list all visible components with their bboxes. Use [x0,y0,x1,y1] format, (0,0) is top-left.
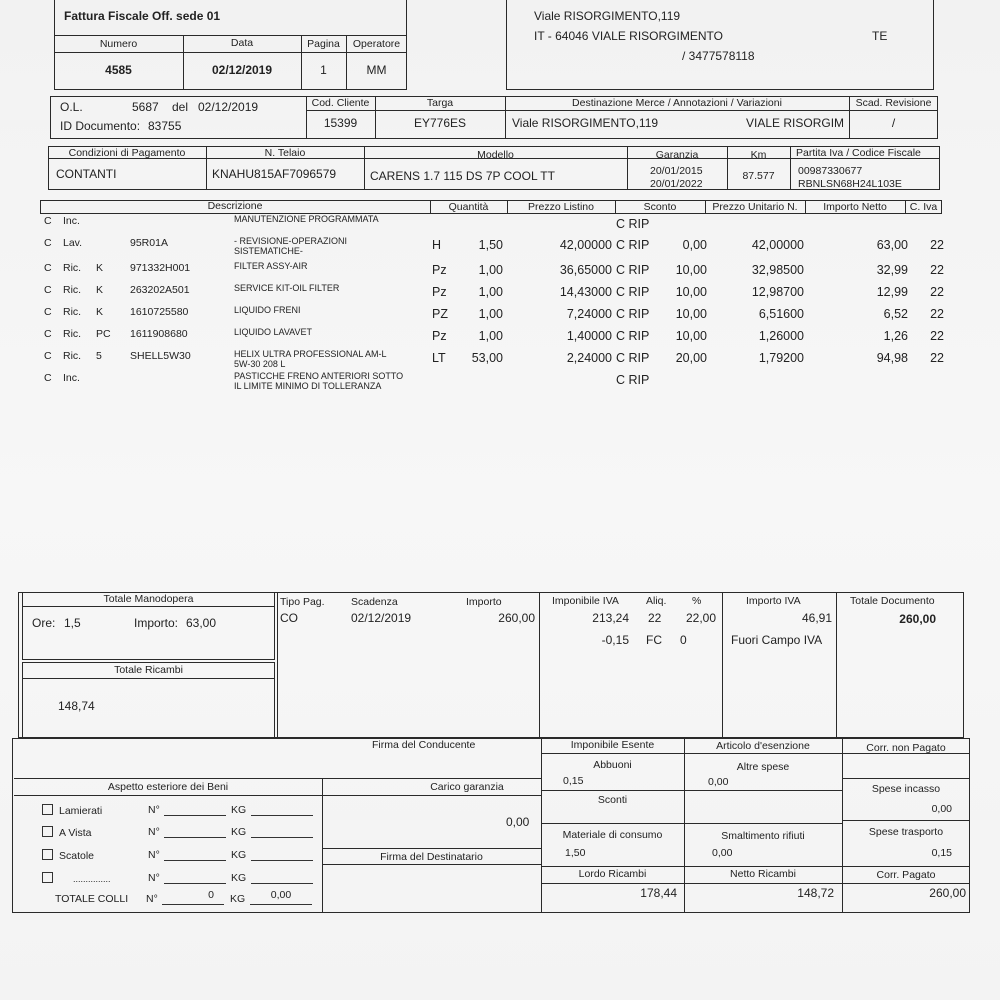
importo-pag-label: Importo [466,596,502,608]
customer-province: TE [872,29,888,43]
line-sconto: 10,00 [675,263,707,277]
line-unit: 1,26000 [758,329,804,343]
piva: 00987330677 [798,165,863,177]
line-crip: C RIP [616,329,650,343]
line-iva: 22 [930,351,944,365]
id-documento: 83755 [148,119,182,133]
line-cod: 971332H001 [130,262,191,274]
line-c: C [44,306,52,318]
imponibile-2: -0,15 [601,633,629,647]
aliquota-2: FC [646,633,662,647]
line-importo: 1,26 [883,329,908,343]
line-iva: 22 [930,238,944,252]
customer-phone: / 3477578118 [682,49,755,63]
importo-iva-label: Importo IVA [746,595,801,607]
line-crip: C RIP [616,217,650,231]
carico-garanzia: 0,00 [506,815,530,829]
line-listino: 1,40000 [566,329,612,343]
spese-incasso: 0,00 [931,803,952,815]
line-k: K [96,262,104,274]
n-label: N° [146,893,158,905]
line-c: C [44,328,52,340]
line-qta: 1,50 [478,238,503,252]
line-crip: C RIP [616,263,650,277]
telaio-label: N. Telaio [264,147,306,159]
line-importo: 32,99 [876,263,908,277]
ol-del-label: del [172,100,189,114]
abbuoni: 0,15 [563,775,584,787]
importo-manodopera: 63,00 [186,616,217,630]
corr-pagato: 260,00 [929,886,966,900]
percent-1: 22,00 [685,611,716,625]
importo-iva: 46,91 [801,611,832,625]
line-unit: 6,51600 [758,307,804,321]
kg-label: KG [231,804,247,816]
line-description: FILTER ASSY-AIR [234,261,308,271]
destinazione-street: Viale RISORGIMENTO,119 [512,116,659,130]
totale-colli-label: TOTALE COLLI [55,893,129,905]
ol-number: 5687 [132,100,159,114]
line-iva: 22 [930,285,944,299]
line-tipo: Ric. [63,328,82,340]
line-k: PC [96,328,111,340]
invoice-number: 4585 [105,63,132,77]
line-tipo: Inc. [63,215,80,227]
importo-pag: 260,00 [498,611,535,625]
line-crip: C RIP [616,373,650,387]
a-vista-checkbox[interactable] [42,826,92,839]
line-tipo: Inc. [63,372,80,384]
line-listino: 36,65000 [559,263,612,277]
targa: EY776ES [413,116,467,130]
line-sconto: 10,00 [675,329,707,343]
id-documento-label: ID Documento: [60,119,141,133]
checkbox-icon [42,872,53,883]
n-label: N° [148,826,160,838]
line-cod: 95R01A [130,237,168,249]
line-sconto: 10,00 [675,307,707,321]
line-qta: 1,00 [478,307,503,321]
modello: CARENS 1.7 115 DS 7P COOL TT [370,169,555,183]
col-operatore-label: Operatore [352,38,401,50]
line-tipo: Ric. [63,350,82,362]
col-descrizione: Descrizione [207,200,263,212]
netto-ricambi-label: Netto Ricambi [730,868,796,880]
line-unit: 12,98700 [751,285,804,299]
a-vista-label: A Vista [59,827,92,839]
articolo-esenzione-label: Articolo d'esenzione [716,740,810,752]
line-description: HELIX ULTRA PROFESSIONAL AM-L [234,349,387,359]
ore: 1,5 [64,616,81,630]
tipo-pag: CO [280,611,298,625]
line-c: C [44,237,52,249]
garanzia-end: 20/01/2022 [650,178,703,190]
line-crip: C RIP [616,307,650,321]
col-sconto: Sconto [643,201,677,213]
line-c: C [44,372,52,384]
scatole-label: Scatole [59,850,95,862]
totale-ricambi: 148,74 [58,699,95,713]
manodopera-label: Totale Manodopera [103,593,194,605]
line-description-cont: 5W-30 208 L [234,359,286,369]
line-importo: 63,00 [876,238,908,252]
spese-trasporto: 0,15 [931,847,952,859]
checkbox-icon [42,804,53,815]
destinazione-label: Destinazione Merce / Annotazioni / Variazioni [572,97,782,109]
smaltimento-rifiuti: 0,00 [712,847,733,859]
corr-non-pagato-label: Corr. non Pagato [866,742,946,754]
lamierati-checkbox[interactable] [42,804,102,817]
line-description: MANUTENZIONE PROGRAMMATA [234,214,379,224]
destinazione-city: VIALE RISORGIM [746,116,845,130]
other-dots: ............... [73,874,111,884]
line-qta: 53,00 [471,351,503,365]
lamierati-label: Lamierati [59,805,103,817]
importo-mano-label: Importo: [134,616,179,630]
other-checkbox[interactable] [42,872,111,885]
pagamento: CONTANTI [56,167,117,181]
totale-colli-n: 0 [208,889,214,901]
lordo-ricambi-label: Lordo Ricambi [578,868,647,880]
line-sconto: 10,00 [675,285,707,299]
invoice-date: 02/12/2019 [211,63,273,77]
aspetto-label: Aspetto esteriore dei Beni [107,781,229,793]
n-label: N° [148,849,160,861]
line-description: - REVISIONE-OPERAZIONI [234,236,348,246]
line-um: PZ [432,307,448,321]
line-importo: 94,98 [876,351,908,365]
line-crip: C RIP [616,238,650,252]
line-unit: 1,79200 [758,351,804,365]
fuori-campo-iva: Fuori Campo IVA [731,633,823,647]
line-sconto: 0,00 [682,238,707,252]
customer-street: Viale RISORGIMENTO,119 [534,9,681,23]
ricambi-label: Totale Ricambi [114,664,183,676]
scad-revisione-label: Scad. Revisione [855,97,932,109]
imponibile-1: 213,24 [592,611,629,625]
imponibile-iva-label: Imponibile IVA [552,595,619,607]
line-description-cont: SISTEMATICHE- [234,246,303,256]
line-cod: 1610725580 [130,306,189,318]
totale-documento-label: Totale Documento [850,595,935,607]
percent-label: % [692,595,702,607]
line-cod: 263202A501 [130,284,190,296]
line-listino: 2,24000 [566,351,612,365]
col-importo-netto: Importo Netto [823,201,887,213]
piva-label: Partita Iva / Codice Fiscale [796,147,921,159]
line-iva: 22 [930,329,944,343]
altre-spese: 0,00 [708,776,729,788]
ol-date: 02/12/2019 [198,100,259,114]
line-importo: 12,99 [876,285,908,299]
ol-label: O.L. [60,100,83,114]
line-description: LIQUIDO LAVAVET [234,327,313,337]
garanzia-start: 20/01/2015 [650,165,703,177]
imponibile-esente-label: Imponibile Esente [570,739,655,751]
km-label: Km [750,149,767,161]
invoice-operator: MM [366,63,387,77]
line-qta: 1,00 [478,263,503,277]
scadenza-label: Scadenza [351,596,398,608]
line-listino: 14,43000 [559,285,612,299]
corr-pagato-label: Corr. Pagato [876,869,936,881]
line-iva: 22 [930,307,944,321]
col-numero-label: Numero [99,38,138,50]
line-k: K [96,306,104,318]
telaio: KNAHU815AF7096579 [212,167,337,181]
line-qta: 1,00 [478,285,503,299]
firma-destinatario-label: Firma del Destinatario [380,851,483,863]
smaltimento-rifiuti-label: Smaltimento rifiuti [721,830,805,842]
col-quantita: Quantità [448,201,489,213]
line-qta: 1,00 [478,329,503,343]
scadenza: 02/12/2019 [351,611,412,625]
line-k: K [96,284,104,296]
line-description: SERVICE KIT-OIL FILTER [234,283,340,293]
netto-ricambi: 148,72 [797,886,834,900]
checkbox-icon [42,826,53,837]
line-um: Pz [432,329,447,343]
line-listino: 42,00000 [559,238,612,252]
line-tipo: Ric. [63,284,82,296]
lordo-ricambi: 178,44 [640,886,677,900]
altre-spese-label: Altre spese [736,761,790,773]
line-unit: 42,00000 [751,238,804,252]
spese-trasporto-label: Spese trasporto [868,826,944,838]
tipo-pag-label: Tipo Pag. [280,596,325,608]
line-c: C [44,215,52,227]
line-listino: 7,24000 [566,307,612,321]
materiale-consumo-label: Materiale di consumo [562,829,663,841]
line-tipo: Lav. [63,237,83,249]
n-label: N° [148,872,160,884]
kg-label: KG [231,826,247,838]
cod-cliente-label: Cod. Cliente [311,97,370,109]
aliquota-1: 22 [648,611,662,625]
line-importo: 6,52 [883,307,908,321]
garanzia-label: Garanzia [655,149,699,161]
line-description: PASTICCHE FRENO ANTERIORI SOTTO [234,371,404,381]
pagamento-label: Condizioni di Pagamento [68,147,186,159]
line-cod: 1611908680 [130,328,188,340]
line-cod: SHELL5W30 [130,350,191,362]
scad-revisione: / [891,116,896,130]
line-um: H [432,238,442,252]
materiale-consumo: 1,50 [565,847,586,859]
codice-fiscale: RBNLSN68H24L103E [798,178,902,190]
totale-colli-kg: 0,00 [270,889,292,901]
line-um: Pz [432,263,447,277]
line-unit: 32,98500 [751,263,804,277]
line-c: C [44,262,52,274]
kg-label: KG [230,893,246,905]
line-um: Pz [432,285,447,299]
modello-label: Modello [477,149,514,161]
col-prezzo-unitario: Prezzo Unitario N. [712,201,798,213]
kg-label: KG [231,872,247,884]
line-tipo: Ric. [63,262,82,274]
customer-city: IT - 64046 VIALE RISORGIMENTO [534,29,723,43]
aliquota-label: Aliq. [646,595,667,607]
line-crip: C RIP [616,351,650,365]
ore-label: Ore: [32,616,56,630]
line-c: C [44,350,52,362]
invoice-title: Fattura Fiscale Off. sede 01 [64,9,221,23]
firma-conducente-label: Firma del Conducente [372,739,476,751]
cod-cliente: 15399 [323,116,358,130]
col-data-label: Data [230,37,254,49]
scatole-checkbox[interactable] [42,849,94,862]
line-k: 5 [96,350,102,362]
line-tipo: Ric. [63,306,82,318]
line-c: C [44,284,52,296]
targa-label: Targa [426,97,454,109]
col-pagina-label: Pagina [307,38,340,50]
col-c-iva: C. Iva [909,201,938,213]
line-crip: C RIP [616,285,650,299]
line-description: LIQUIDO FRENI [234,305,301,315]
line-sconto: 20,00 [675,351,707,365]
line-iva: 22 [930,263,944,277]
line-description-cont: IL LIMITE MINIMO DI TOLLERANZA [234,381,382,391]
kg-label: KG [231,849,247,861]
col-prezzo-listino: Prezzo Listino [528,201,594,213]
invoice-page-number: 1 [320,63,327,77]
percent-2: 0 [680,633,687,647]
km: 87.577 [742,170,775,182]
sconti-label: Sconti [597,794,628,806]
totale-documento: 260,00 [899,612,936,626]
abbuoni-label: Abbuoni [593,759,632,771]
spese-incasso-label: Spese incasso [871,783,941,795]
n-label: N° [148,804,160,816]
carico-garanzia-label: Carico garanzia [430,781,504,793]
line-um: LT [432,351,446,365]
checkbox-icon [42,849,53,860]
